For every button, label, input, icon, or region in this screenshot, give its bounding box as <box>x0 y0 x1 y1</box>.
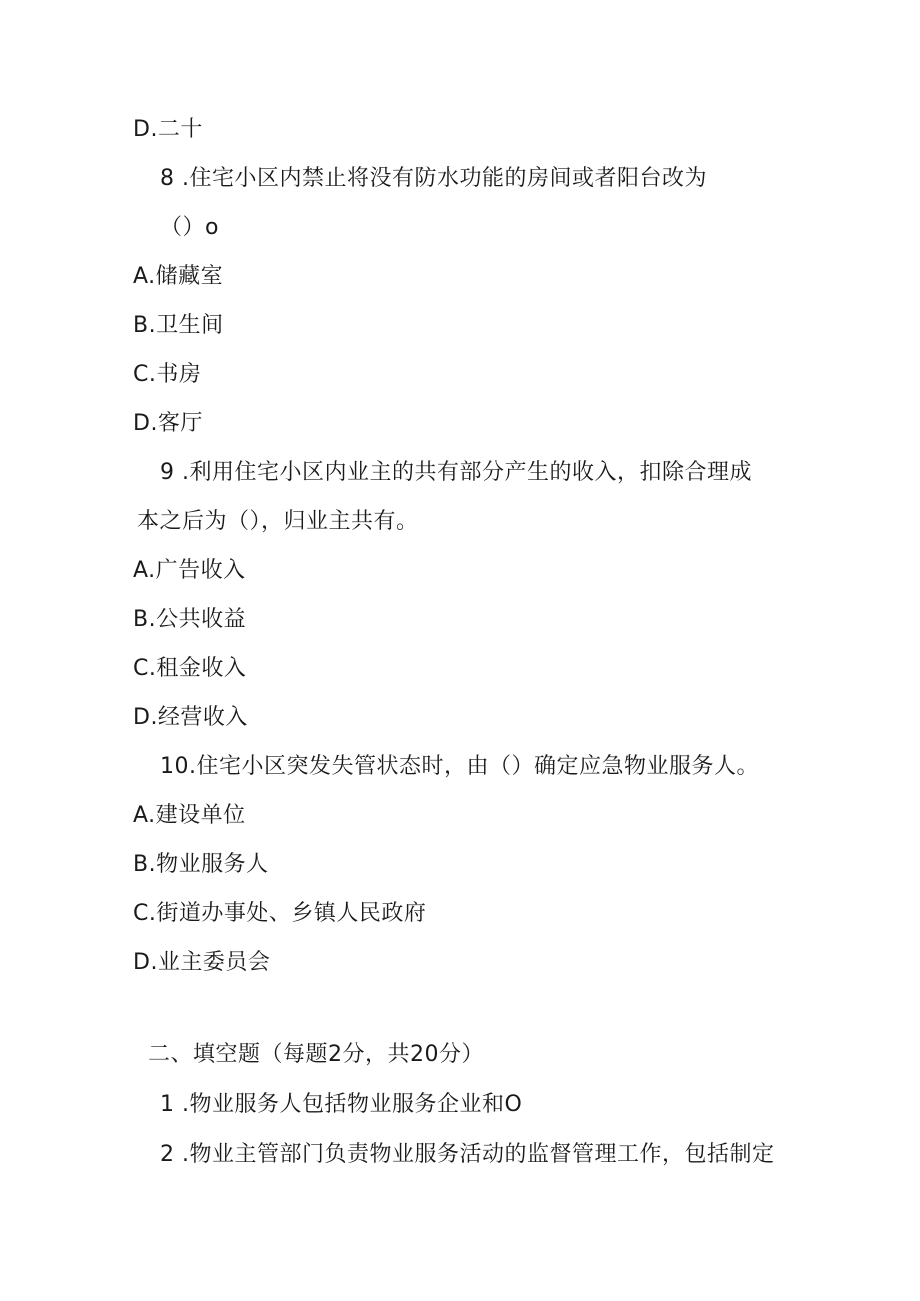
q9-option-a: A.广告收入 <box>133 558 246 583</box>
q10-option-b: B.物业服务人 <box>133 852 269 877</box>
fill-q2-text: 2 .物业主管部门负责物业服务活动的监督管理工作，包括制定 <box>160 1142 775 1167</box>
q10-text: 10.住宅小区突发失管状态时，由（）确定应急物业服务人。 <box>160 754 759 779</box>
q9-text-cont: 本之后为（），归业主共有。 <box>137 509 419 534</box>
fill-q1-text: 1 .物业服务人包括物业服务企业和O <box>160 1092 523 1117</box>
q10-option-c: C.街道办事处、乡镇人民政府 <box>133 901 427 926</box>
q10-option-d: D.业主委员会 <box>133 950 271 975</box>
q9-text: 9 .利用住宅小区内业主的共有部分产生的收入，扣除合理成 <box>160 460 752 485</box>
q9-option-b: B.公共收益 <box>133 607 247 632</box>
q10-option-a: A.建设单位 <box>133 803 246 828</box>
q9-option-c: C.租金收入 <box>133 656 247 681</box>
q8-option-d: D.客厅 <box>133 411 203 436</box>
q7-option-d: D.二十 <box>133 117 203 142</box>
q8-text-cont: （）o <box>160 215 219 240</box>
q8-text: 8 .住宅小区内禁止将没有防水功能的房间或者阳台改为 <box>160 166 707 191</box>
section-heading-fill-in: 二、填空题（每题2分，共20分） <box>148 1042 484 1067</box>
q8-option-a: A.储藏室 <box>133 264 224 289</box>
q8-option-b: B.卫生间 <box>133 313 224 338</box>
q8-option-c: C.书房 <box>133 362 202 387</box>
q9-option-d: D.经营收入 <box>133 705 248 730</box>
